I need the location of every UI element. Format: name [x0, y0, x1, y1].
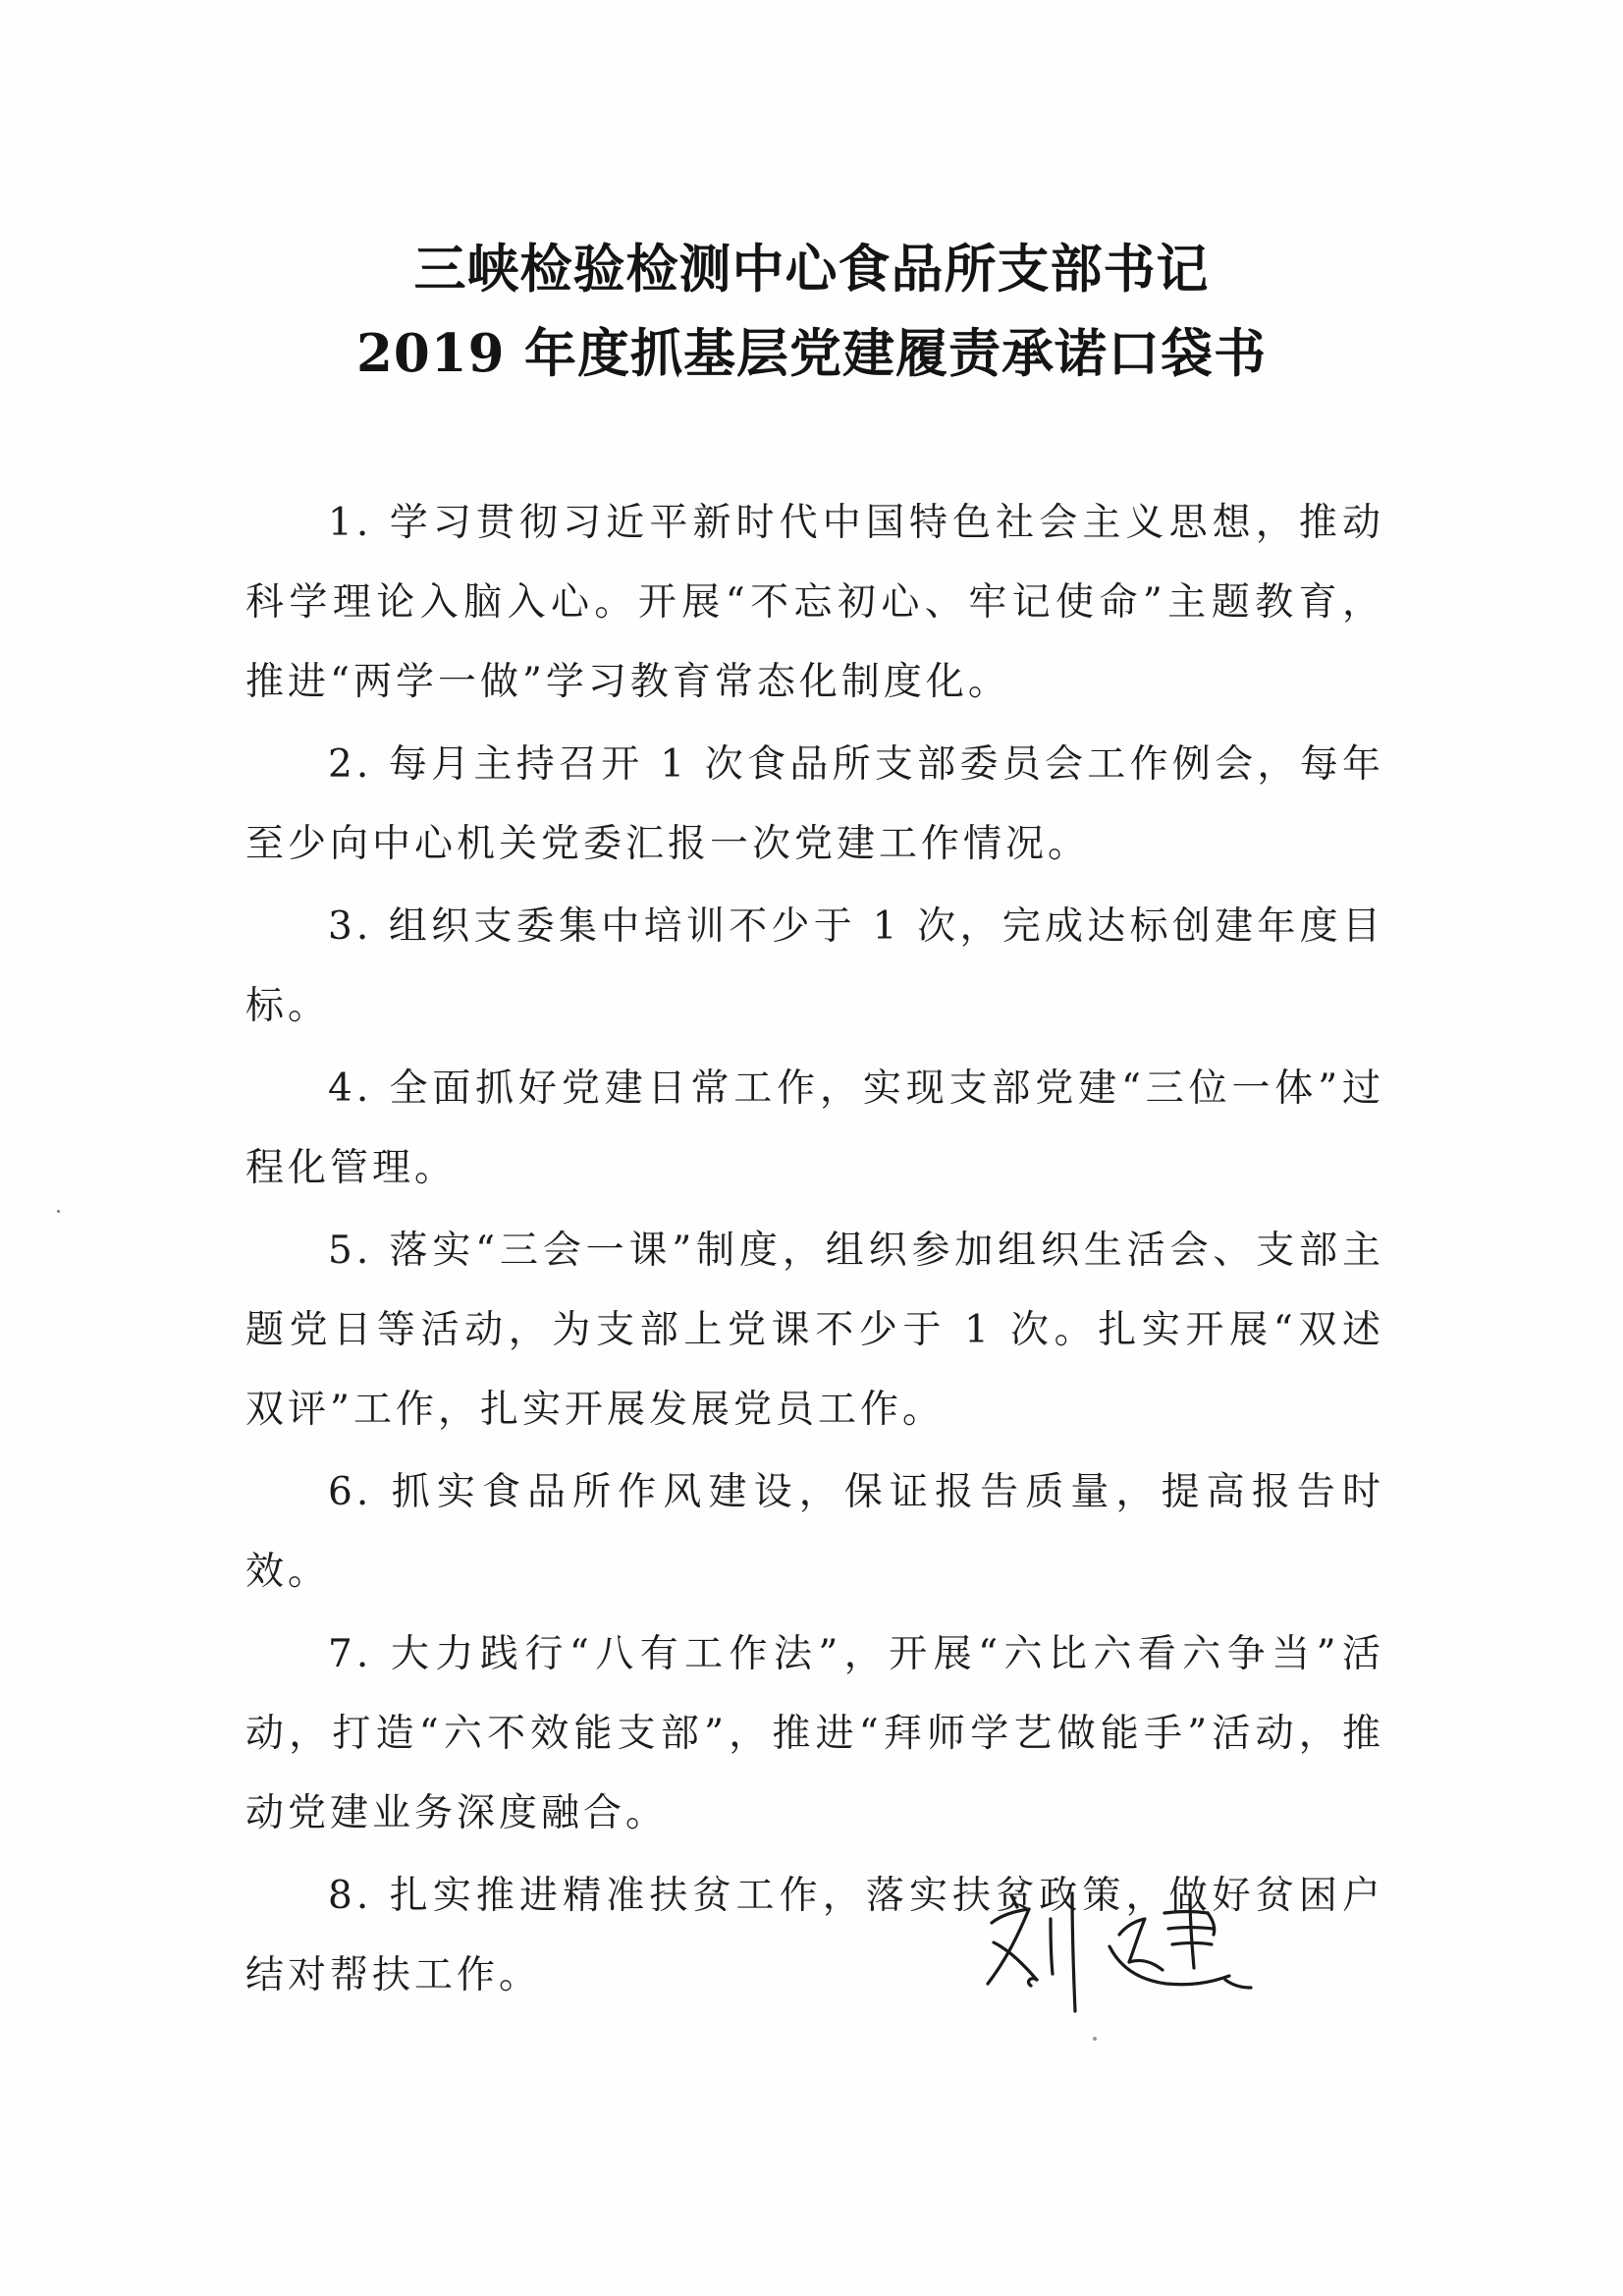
commitment-item-3: 3. 组织支委集中培训不少于 1 次，完成达标创建年度目标。: [245, 904, 1384, 1028]
commitment-item-1: 1. 学习贯彻习近平新时代中国特色社会主义思想，推动科学理论入脑入心。开展“不忘初心、牢记使命”主题教育，推进“两学一做”学习教育常态化制度化。: [245, 501, 1384, 704]
commitment-item-5: 5. 落实“三会一课”制度，组织参加组织生活会、支部主题党日等活动，为支部上党课不少于 1 次。扎实开展“双述双评”工作，扎实开展发展党员工作。: [245, 1229, 1384, 1432]
commitment-item-7: 7. 大力践行“八有工作法”，开展“六比六看六争当”活动，打造“六不效能支部”，推进“拜师学艺做能手”活动，推动党建业务深度融合。: [245, 1632, 1384, 1835]
commitment-item-4: 4. 全面抓好党建日常工作，实现支部党建“三位一体”过程化管理。: [245, 1066, 1384, 1190]
scan-speck: [1093, 2037, 1097, 2041]
commitment-list: [245, 483, 1384, 2018]
commitment-item-8: 8. 扎实推进精准扶贫工作，落实扶贫政策，做好贫困户结对帮扶工作。: [245, 1874, 1384, 1997]
document-title-line-1: 三峡检验检测中心食品所支部书记: [413, 239, 1210, 300]
commitment-item-6: 6. 抓实食品所作风建设，保证报告质量，提高报告时效。: [245, 1470, 1384, 1594]
document-title-line-2: 2019 年度抓基层党建履责承诺口袋书: [356, 323, 1267, 384]
handwritten-signature: [972, 1886, 1286, 2013]
scan-speck: [57, 1210, 60, 1213]
commitment-item-2: 2. 每月主持召开 1 次食品所支部委员会工作例会，每年至少向中心机关党委汇报一次党建工作情况。: [245, 742, 1384, 866]
